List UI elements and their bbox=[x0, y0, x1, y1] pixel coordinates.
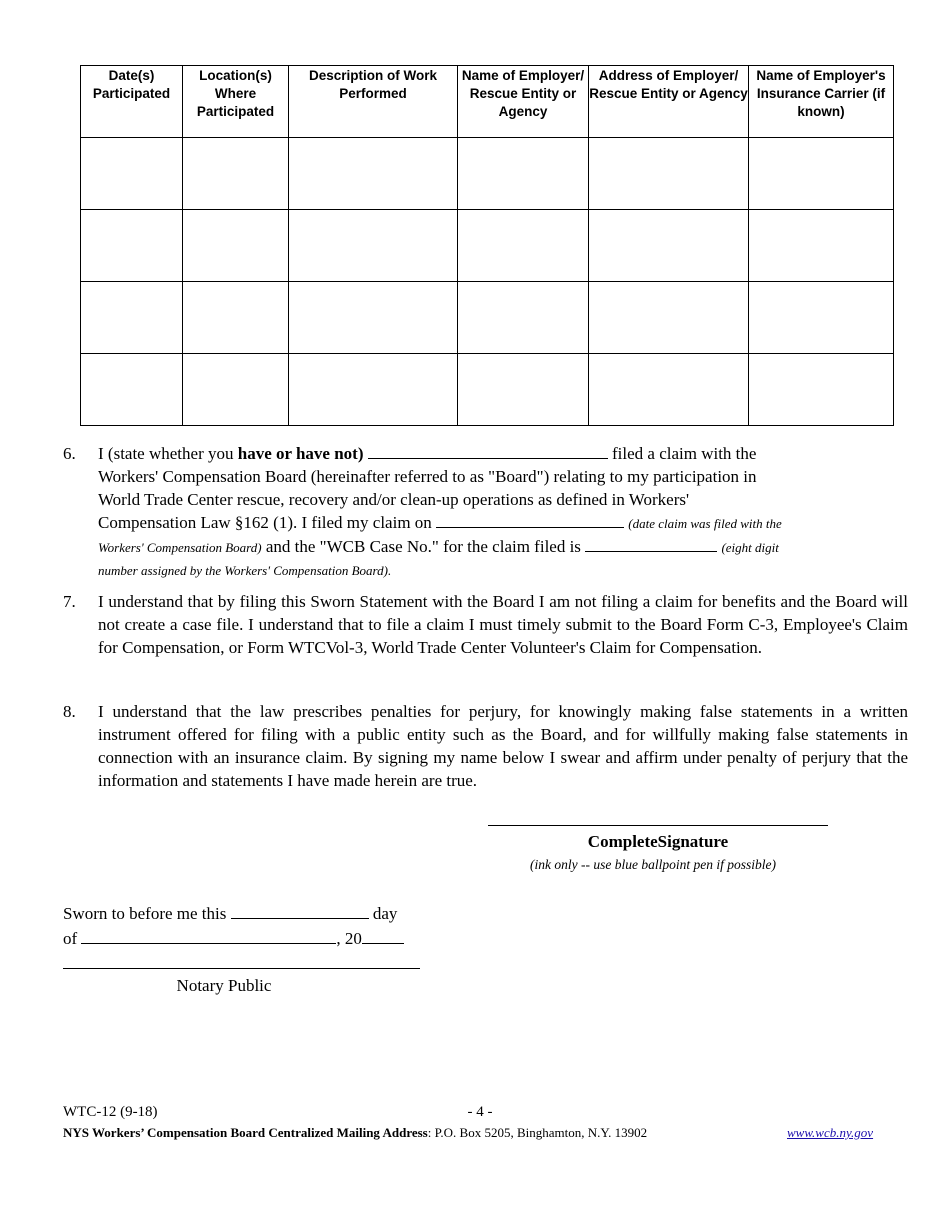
table-row bbox=[81, 354, 894, 426]
item-6-note: number assigned by the Workers' Compensation Board). bbox=[98, 563, 392, 578]
table-header-row bbox=[81, 66, 894, 138]
table-cell[interactable] bbox=[458, 354, 589, 426]
signature-line[interactable] bbox=[488, 825, 828, 826]
item-6-text: I (state whether you bbox=[98, 444, 238, 463]
table-cell[interactable] bbox=[289, 138, 458, 210]
table-row bbox=[81, 138, 894, 210]
table-cell[interactable] bbox=[183, 282, 289, 354]
col-header-description: Description of Work Performed bbox=[289, 66, 458, 138]
mailing-address-value: : P.O. Box 5205, Binghamton, N.Y. 13902 bbox=[427, 1125, 648, 1140]
item-6-note: (eight digit bbox=[721, 540, 779, 555]
table-cell[interactable] bbox=[183, 138, 289, 210]
sworn-text: day bbox=[368, 904, 398, 923]
sworn-text: , 20 bbox=[336, 929, 362, 948]
table-cell[interactable] bbox=[183, 210, 289, 282]
sworn-year-field[interactable] bbox=[362, 928, 404, 944]
sworn-day-field[interactable] bbox=[231, 903, 369, 919]
table-cell[interactable] bbox=[289, 282, 458, 354]
table-cell[interactable] bbox=[589, 354, 749, 426]
col-header-employer-address: Address of Employer/ Rescue Entity or Agency bbox=[589, 66, 749, 138]
website-link[interactable]: www.wcb.ny.gov bbox=[787, 1125, 874, 1140]
notary-signature-line[interactable] bbox=[63, 968, 420, 969]
table-cell[interactable] bbox=[458, 282, 589, 354]
item-7 bbox=[63, 590, 908, 685]
item-8 bbox=[63, 700, 908, 795]
table-cell[interactable] bbox=[749, 138, 894, 210]
table-cell[interactable] bbox=[749, 282, 894, 354]
item-6-emphasis: have or have not) bbox=[237, 444, 364, 463]
signature-note: (ink only -- use blue ballpoint pen if possible) bbox=[530, 857, 776, 872]
col-header-dates: Date(s) Participated bbox=[81, 66, 183, 138]
item-8-number: 8. bbox=[63, 702, 76, 721]
table-cell[interactable] bbox=[589, 138, 749, 210]
table-row bbox=[81, 210, 894, 282]
table-cell[interactable] bbox=[589, 210, 749, 282]
claim-date-field[interactable] bbox=[436, 512, 624, 528]
item-7-number: 7. bbox=[63, 592, 76, 611]
form-id: WTC-12 (9-18) bbox=[63, 1104, 158, 1120]
item-6 bbox=[63, 442, 908, 582]
item-6-text: filed a claim with the bbox=[607, 444, 757, 463]
sworn-text: Sworn to before me this bbox=[63, 904, 231, 923]
item-6-note: Workers' Compensation Board) bbox=[98, 540, 262, 555]
item-6-number: 6. bbox=[63, 444, 76, 463]
item-6-text: Compensation Law §162 (1). I filed my claim on bbox=[98, 513, 437, 532]
mailing-address bbox=[63, 1125, 647, 1141]
table-cell[interactable] bbox=[458, 138, 589, 210]
table-cell[interactable] bbox=[749, 210, 894, 282]
col-header-insurance-carrier: Name of Employer's Insurance Carrier (if known) bbox=[749, 66, 894, 138]
table-cell[interactable] bbox=[589, 282, 749, 354]
page-number: - 4 - bbox=[467, 1104, 493, 1120]
sworn-month-line bbox=[63, 928, 404, 949]
table-cell[interactable] bbox=[458, 210, 589, 282]
sworn-text: of bbox=[63, 929, 82, 948]
table-row bbox=[81, 282, 894, 354]
signature-label: CompleteSignature bbox=[587, 832, 729, 851]
item-6-text: and the "WCB Case No." for the claim filed is bbox=[261, 537, 586, 556]
table-cell[interactable] bbox=[81, 354, 183, 426]
have-or-have-not-field[interactable] bbox=[368, 443, 608, 459]
col-header-location: Location(s) Where Participated bbox=[183, 66, 289, 138]
table-cell[interactable] bbox=[81, 138, 183, 210]
participation-table bbox=[80, 65, 894, 426]
item-6-line: World Trade Center rescue, recovery and/or clean-up operations as defined in Workers' bbox=[98, 490, 690, 509]
notary-label: Notary Public bbox=[176, 976, 272, 995]
table-cell[interactable] bbox=[81, 210, 183, 282]
sworn-line bbox=[63, 903, 397, 924]
table-cell[interactable] bbox=[289, 354, 458, 426]
item-6-line: Workers' Compensation Board (hereinafter referred to as "Board") relating to my participation in bbox=[98, 467, 757, 486]
table-cell[interactable] bbox=[183, 354, 289, 426]
table-cell[interactable] bbox=[81, 282, 183, 354]
sworn-month-field[interactable] bbox=[81, 928, 336, 944]
item-7-text: I understand that by filing this Sworn Statement with the Board I am not filing a claim for benefits and the Board will not create a case file. I understand that to file a claim I must timely submit to the Board Form C-3, Employee's Claim for Compensation, or Form WTCVol-3, World Trade Center Volunteer's Claim for Compensation. bbox=[98, 592, 908, 657]
item-6-note: (date claim was filed with the bbox=[628, 516, 782, 531]
mailing-address-label: NYS Workers’ Compensation Board Centralized Mailing Address bbox=[63, 1125, 428, 1140]
col-header-employer-name: Name of Employer/ Rescue Entity or Agency bbox=[458, 66, 589, 138]
wcb-case-number-field[interactable] bbox=[585, 536, 717, 552]
table-cell[interactable] bbox=[749, 354, 894, 426]
table-cell[interactable] bbox=[289, 210, 458, 282]
item-8-text: I understand that the law prescribes penalties for perjury, for knowingly making false statements in a written instrument offered for filing with a public entity such as the Board, and for willfully making false statements in connection with an insurance claim. By signing my name below I swear and affirm under penalty of perjury that the information and statements I have made herein are true. bbox=[98, 702, 908, 790]
